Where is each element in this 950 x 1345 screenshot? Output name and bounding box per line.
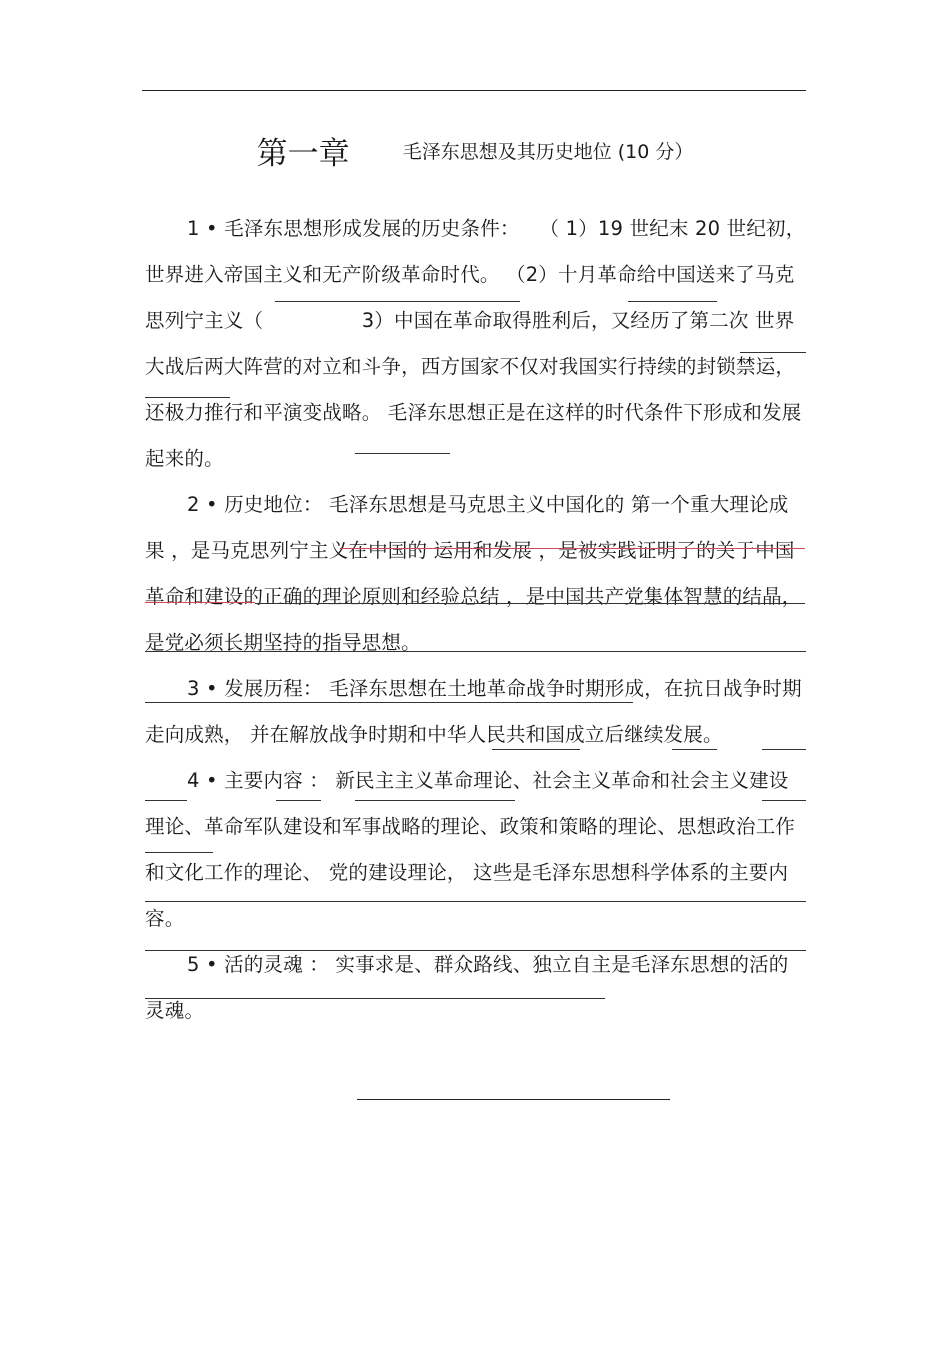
blank-underline <box>355 800 515 801</box>
blank-underline <box>145 397 230 398</box>
blank-underline <box>628 301 717 302</box>
blank-underline <box>145 651 806 652</box>
document-body <box>145 206 807 1034</box>
footer-rule <box>357 1099 670 1100</box>
page-title <box>0 128 950 173</box>
blank-underline <box>275 301 520 302</box>
blank-underline <box>145 901 806 902</box>
paragraph-living-soul: 5 • 活的灵魂 ： 实事求是、群众路线、独立自主是毛泽东思想的活的灵魂。 <box>145 953 789 1022</box>
red-underline <box>145 602 255 603</box>
red-underline <box>340 548 805 549</box>
blank-underline <box>145 998 605 999</box>
blank-underline <box>355 453 450 454</box>
blank-underline <box>492 749 580 750</box>
blank-underline <box>740 352 806 353</box>
blank-underline <box>145 702 633 703</box>
blank-underline <box>255 603 805 604</box>
blank-underline <box>762 800 806 801</box>
header-rule <box>142 90 806 91</box>
blank-underline <box>145 950 806 951</box>
blank-underline <box>762 749 806 750</box>
chapter-heading: 第一章 <box>256 136 350 172</box>
paragraph-historical-conditions: 1 • 毛泽东思想形成发展的历史条件： （ 1）19 世纪末 20 世纪初，世界进入帝国主义和无产阶级革命时代。 （2）十月革命给中国送来了马克思列宁主义（ 3）中国在革命取得胜利后，又经历了第二次 世界大战后两大阵营的对立和斗争，西方国家不仅对我国实行持续的封锁禁运， 还极力推行和平演变战略。 毛泽东思想正是在这样的时代条件下形成和发展起来的。 <box>145 217 806 470</box>
blank-underline <box>672 749 717 750</box>
paragraph-main-content: 4 • 主要内容 ： 新民主主义革命理论、社会主义革命和社会主义建设理论、革命军队建设和军事战略的理论、政策和策略的理论、思想政治工作和文化工作的理论、 党的建设理论， 这些是毛泽东思想科学体系的主要内容。 <box>145 769 796 930</box>
paragraph-development-course: 3 • 发展历程： 毛泽东思想在土地革命战争时期形成，在抗日战争时期走向成熟， 并在解放战争时期和中华人民共和国成立后继续发展。 <box>145 677 802 746</box>
blank-underline <box>276 800 321 801</box>
chapter-subject: 毛泽东思想及其历史地位 (10 分） <box>402 141 694 163</box>
paragraph-historical-status: 2 • 历史地位： 毛泽东思想是马克思主义中国化的 第一个重大理论成果 ，是马克思列宁主义在中国的 运用和发展 ，是被实践证明了的关于中国革命和建设的正确的理论原则和经验总结 ，是中国共产党集体智慧的结晶，是党必须长期坚持的指导思想。 <box>145 493 802 654</box>
blank-underline <box>145 800 187 801</box>
blank-underline <box>145 852 213 853</box>
